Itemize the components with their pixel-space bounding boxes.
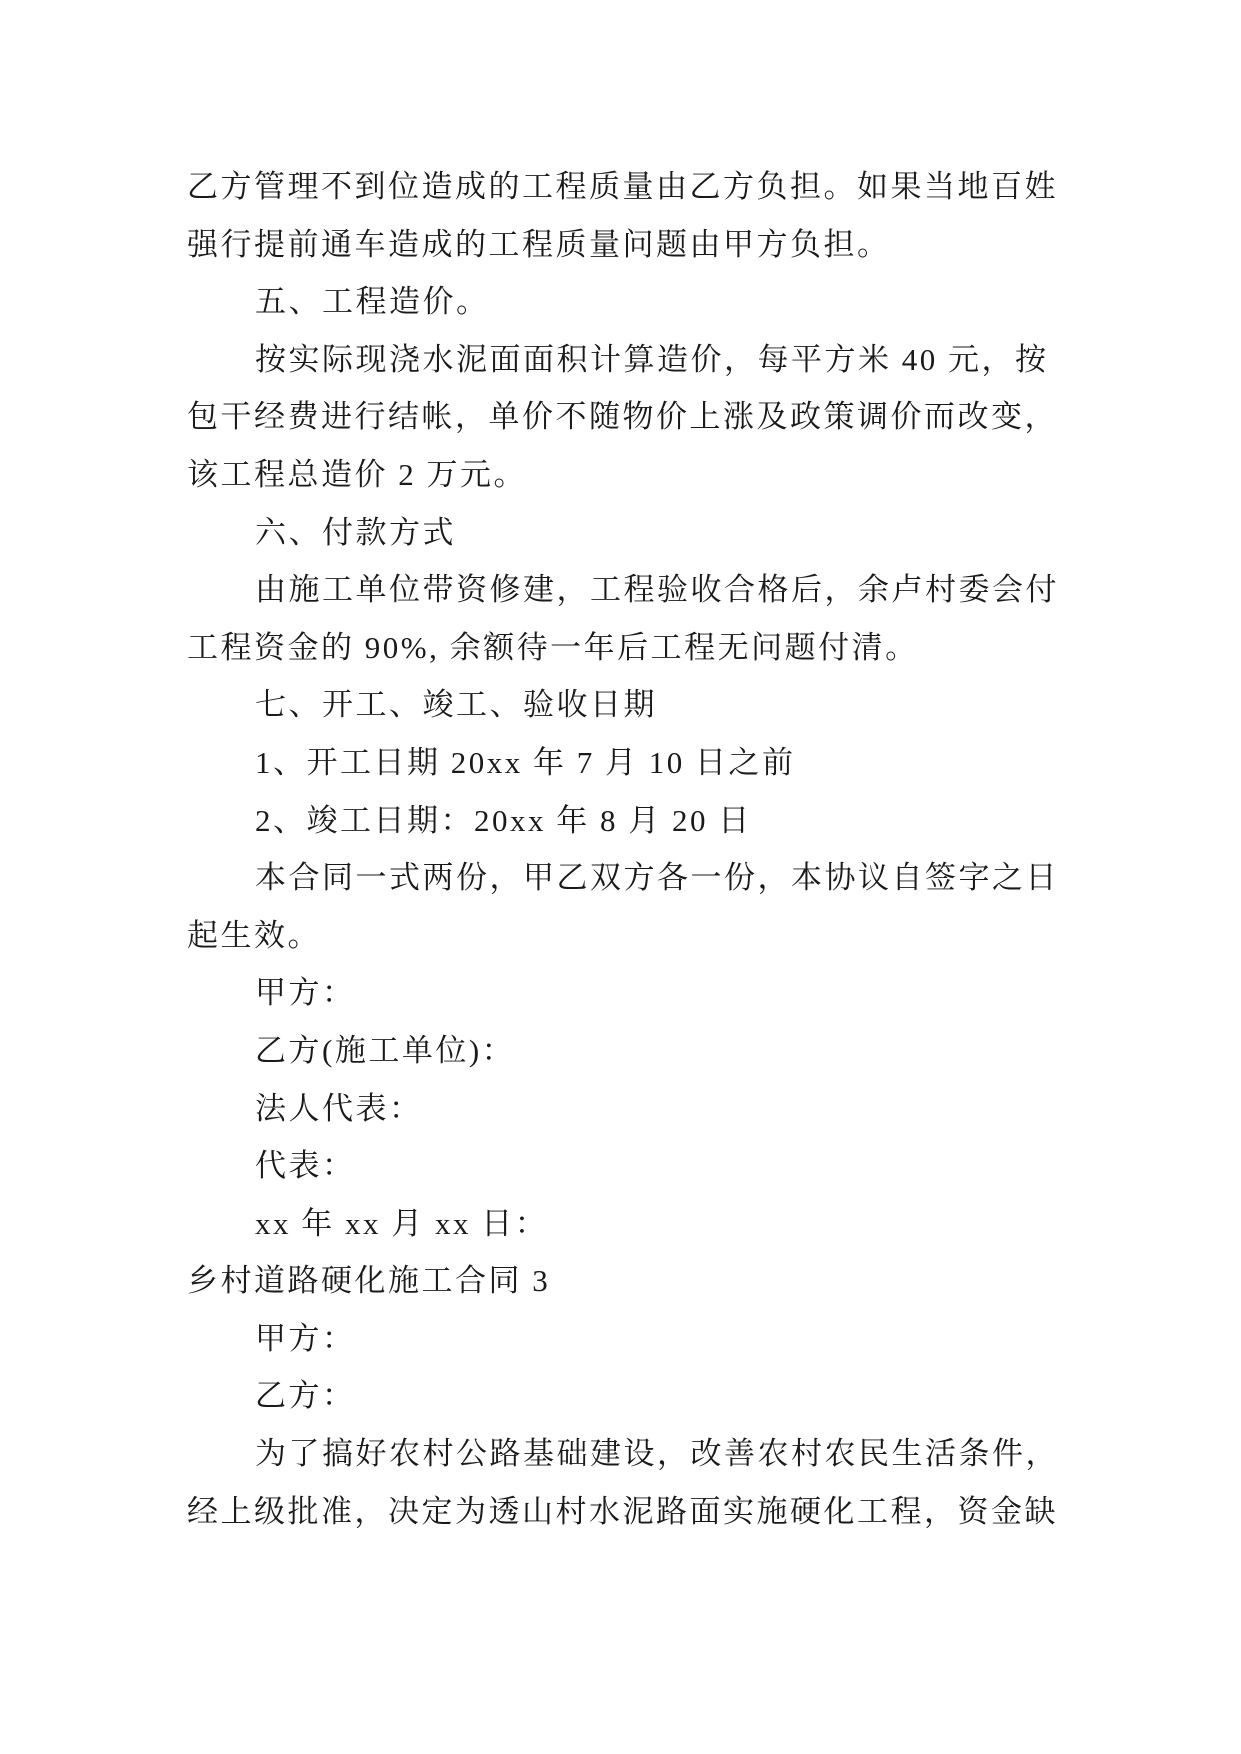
body-line: 包干经费进行结帐，单价不随物价上涨及政策调价而改变， bbox=[187, 399, 1058, 435]
signature-line: 法人代表： bbox=[255, 1090, 423, 1126]
signature-line: 代表： bbox=[255, 1148, 356, 1184]
body-line: 为了搞好农村公路基础建设，改善农村农民生活条件， bbox=[255, 1436, 1059, 1472]
body-line: 工程资金的 90%, 余额待一年后工程无问题付清。 bbox=[187, 629, 919, 665]
clause-heading: 六、付款方式 bbox=[255, 514, 456, 550]
signature-line: 甲方： bbox=[255, 975, 356, 1011]
clause-heading: 五、工程造价。 bbox=[255, 284, 490, 320]
body-line: 本合同一式两份，甲乙双方各一份，本协议自签字之日 bbox=[255, 860, 1059, 896]
contract-text-block bbox=[187, 158, 1073, 1540]
body-line: 强行提前通车造成的工程质量问题由甲方负担。 bbox=[187, 226, 891, 262]
body-line: 该工程总造价 2 万元。 bbox=[187, 456, 527, 492]
body-line: 2、竣工日期：20xx 年 8 月 20 日 bbox=[255, 802, 752, 838]
date-line: xx 年 xx 月 xx 日： bbox=[255, 1205, 549, 1241]
signature-line: 乙方(施工单位)： bbox=[255, 1032, 516, 1068]
body-line: 经上级批准，决定为透山村水泥路面实施硬化工程，资金缺 bbox=[187, 1493, 1058, 1529]
signature-line: 乙方： bbox=[255, 1378, 356, 1414]
clause-heading: 七、开工、竣工、验收日期 bbox=[255, 687, 657, 723]
body-line: 按实际现浇水泥面面积计算造价，每平方米 40 元，按 bbox=[255, 341, 1049, 377]
body-line: 乙方管理不到位造成的工程质量由乙方负担。如果当地百姓 bbox=[187, 169, 1058, 204]
section-heading: 乡村道路硬化施工合同 3 bbox=[187, 1263, 551, 1299]
body-line: 由施工单位带资修建，工程验收合格后，余卢村委会付 bbox=[255, 572, 1059, 608]
body-line: 1、开工日期 20xx 年 7 月 10 日之前 bbox=[255, 744, 796, 780]
body-line: 起生效。 bbox=[187, 917, 321, 953]
signature-line: 甲方： bbox=[255, 1320, 356, 1356]
